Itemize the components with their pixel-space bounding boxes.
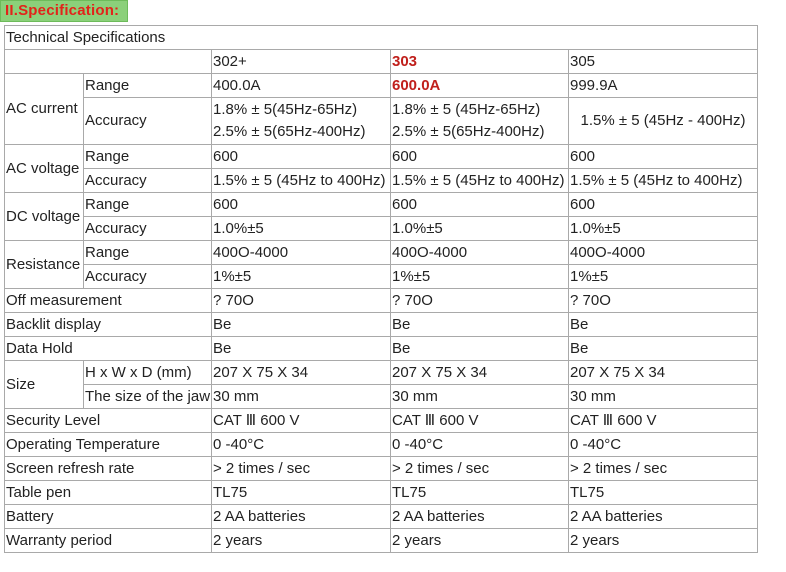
value-cell: 1.0%±5 — [212, 217, 391, 241]
value-cell: 0 -40°C — [391, 433, 569, 457]
row-label: Table pen — [5, 481, 212, 505]
value-cell: 207 X 75 X 34 — [212, 361, 391, 385]
table-row — [5, 145, 758, 169]
value-line: 1.8% ± 5(45Hz-65Hz) — [213, 101, 358, 118]
value-cell: Be — [391, 313, 569, 337]
param-label: Accuracy — [84, 217, 212, 241]
table-row — [5, 74, 758, 98]
value-cell: 400O-4000 — [391, 241, 569, 265]
table-row — [5, 433, 758, 457]
value-cell: 0 -40°C — [569, 433, 758, 457]
value-cell: 1.0%±5 — [569, 217, 758, 241]
value-cell: TL75 — [569, 481, 758, 505]
table-row — [5, 385, 758, 409]
table-row — [5, 457, 758, 481]
value-line: 1.5% ± 5 (45Hz - 400Hz) — [580, 112, 746, 129]
value-cell: 1.0%±5 — [391, 217, 569, 241]
value-cell: 400O-4000 — [212, 241, 391, 265]
value-cell: ? 70O — [212, 289, 391, 313]
param-label: The size of the jaw — [84, 385, 212, 409]
value-cell: 1.5% ± 5 (45Hz to 400Hz) — [212, 169, 391, 193]
table-row — [5, 241, 758, 265]
table-row — [5, 481, 758, 505]
value-cell: 1%±5 — [391, 265, 569, 289]
value-cell: 1.5% ± 5 (45Hz to 400Hz) — [569, 169, 758, 193]
spec-table — [4, 25, 758, 553]
value-cell: 2 years — [569, 529, 758, 553]
row-label: Battery — [5, 505, 212, 529]
value-cell: Be — [569, 337, 758, 361]
table-row — [5, 193, 758, 217]
value-cell: CAT Ⅲ 600 V — [569, 409, 758, 433]
table-row — [5, 169, 758, 193]
empty-header-cell — [5, 50, 212, 74]
section-title: II.Specification: — [5, 2, 120, 19]
value-cell: 1%±5 — [569, 265, 758, 289]
value-cell: 2 AA batteries — [391, 505, 569, 529]
table-row — [5, 409, 758, 433]
row-label: Operating Temperature — [5, 433, 212, 457]
table-title: Technical Specifications — [5, 26, 758, 50]
value-cell: 30 mm — [212, 385, 391, 409]
value-line: 2.5% ± 5(65Hz-400Hz) — [213, 123, 366, 140]
value-cell: > 2 times / sec — [212, 457, 391, 481]
section-header — [0, 0, 128, 22]
value-cell — [391, 98, 569, 145]
model-header: 302+ — [212, 50, 391, 74]
param-label: Range — [84, 74, 212, 98]
group-label: Resistance — [5, 241, 84, 289]
group-label: AC voltage — [5, 145, 84, 193]
param-label: Accuracy — [84, 169, 212, 193]
param-label: Range — [84, 241, 212, 265]
group-label: DC voltage — [5, 193, 84, 241]
table-row — [5, 289, 758, 313]
model-header-row — [5, 50, 758, 74]
value-cell: TL75 — [212, 481, 391, 505]
table-row — [5, 265, 758, 289]
value-cell: 30 mm — [569, 385, 758, 409]
value-cell: CAT Ⅲ 600 V — [212, 409, 391, 433]
value-cell: > 2 times / sec — [391, 457, 569, 481]
value-line: 2.5% ± 5(65Hz-400Hz) — [392, 123, 545, 140]
table-row — [5, 529, 758, 553]
param-label: Range — [84, 193, 212, 217]
table-row — [5, 505, 758, 529]
value-cell: ? 70O — [569, 289, 758, 313]
value-cell: 600 — [569, 145, 758, 169]
param-label: Range — [84, 145, 212, 169]
value-cell: Be — [569, 313, 758, 337]
value-cell: 30 mm — [391, 385, 569, 409]
param-label: Accuracy — [84, 98, 212, 145]
value-cell: 207 X 75 X 34 — [391, 361, 569, 385]
value-cell: 600 — [569, 193, 758, 217]
value-cell: 2 AA batteries — [569, 505, 758, 529]
table-row — [5, 361, 758, 385]
value-cell — [212, 98, 391, 145]
value-cell: 207 X 75 X 34 — [569, 361, 758, 385]
row-label: Backlit display — [5, 313, 212, 337]
table-row — [5, 217, 758, 241]
value-cell: 999.9A — [569, 74, 758, 98]
group-label: Size — [5, 361, 84, 409]
value-cell: Be — [212, 337, 391, 361]
value-cell: Be — [212, 313, 391, 337]
value-cell: 2 years — [212, 529, 391, 553]
table-row — [5, 313, 758, 337]
row-label: Data Hold — [5, 337, 212, 361]
value-cell: 0 -40°C — [212, 433, 391, 457]
table-title-row — [5, 26, 758, 50]
value-cell: 600 — [391, 145, 569, 169]
value-cell: CAT Ⅲ 600 V — [391, 409, 569, 433]
value-cell: 2 AA batteries — [212, 505, 391, 529]
value-cell: 2 years — [391, 529, 569, 553]
value-cell: TL75 — [391, 481, 569, 505]
value-cell: 600.0A — [391, 74, 569, 98]
value-cell — [569, 98, 758, 145]
value-cell: 600 — [212, 145, 391, 169]
value-cell: 400O-4000 — [569, 241, 758, 265]
row-label: Off measurement — [5, 289, 212, 313]
row-label: Warranty period — [5, 529, 212, 553]
value-cell: 1%±5 — [212, 265, 391, 289]
model-header: 305 — [569, 50, 758, 74]
value-cell: 600 — [212, 193, 391, 217]
value-cell: Be — [391, 337, 569, 361]
param-label: Accuracy — [84, 265, 212, 289]
value-cell: > 2 times / sec — [569, 457, 758, 481]
value-cell: 1.5% ± 5 (45Hz to 400Hz) — [391, 169, 569, 193]
row-label: Security Level — [5, 409, 212, 433]
value-cell: 600 — [391, 193, 569, 217]
value-line: 1.8% ± 5 (45Hz-65Hz) — [392, 101, 541, 118]
model-header: 303 — [391, 50, 569, 74]
table-row — [5, 337, 758, 361]
table-row — [5, 98, 758, 145]
param-label: H x W x D (mm) — [84, 361, 212, 385]
value-cell: 400.0A — [212, 74, 391, 98]
group-label: AC current — [5, 74, 84, 145]
row-label: Screen refresh rate — [5, 457, 212, 481]
value-cell: ? 70O — [391, 289, 569, 313]
